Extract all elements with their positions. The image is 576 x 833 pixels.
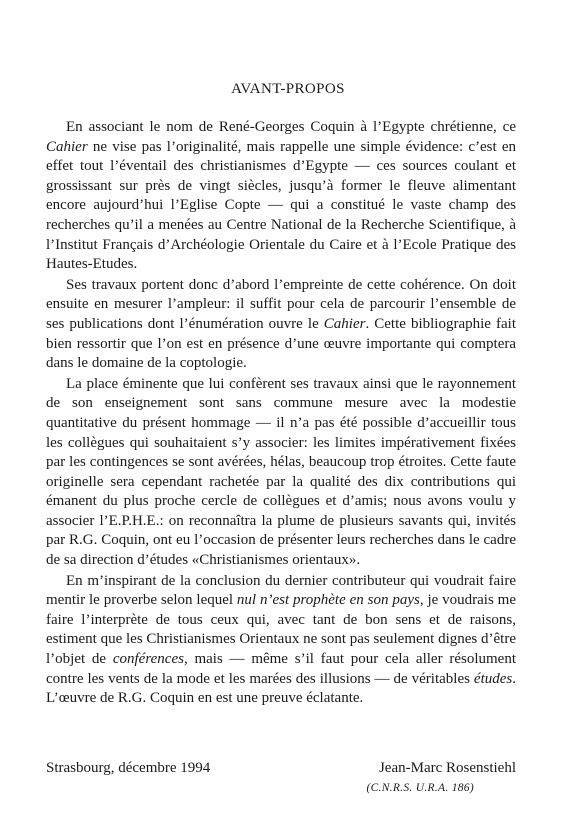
- paragraph-4-text-b: , je voudrais me faire l’interprète de tous ceux qui, avec tant de bon sens et de raisons, estiment que les Christianismes Orientaux ne sont pas seulement dignes d’être l’objet de: [46, 592, 516, 668]
- paragraph-4-italic-proverb: nul n’est prophète en son pays: [236, 592, 420, 609]
- author-affiliation: (C.N.R.S. U.R.A. 186): [366, 782, 474, 794]
- paragraph-4-text-a: En m’inspirant de la conclusion du dernier contributeur qui voudrait faire mentir le proverbe selon lequel: [46, 572, 516, 609]
- page-title: AVANT-PROPOS: [231, 81, 345, 97]
- paragraph-2-text-b: . Cette bibliographie fait bien ressortir que l’on est en présence d’une œuvre importante qui comptera dans le domaine de la coptologie.: [46, 315, 516, 372]
- author-name: Jean-Marc Rosenstiehl: [378, 760, 516, 776]
- signature-block: [46, 760, 516, 800]
- paragraph-2-italic-cahier: Cahier: [323, 315, 366, 332]
- paragraph-4-text-c: , mais — même s’il faut pour cela aller résolument contre les vents de la mode et les marées des illusions — de véritables: [46, 651, 516, 687]
- paragraph-4-italic-etudes: études: [473, 670, 513, 687]
- paragraph-1-text-b: ne vise pas l’originalité, mais rappelle une simple évidence: c’est en effet tout l’éventail des christianismes d’Egypte — ces sources coulant et grossissant sur près de vingt siècles, jusqu’à former le fleuve alimentant encore aujourd’hui l’Eglise Copte — qui a constitué le vaste champ des recherches qu’il a menées au Centre National de la Recherche Scientifique, à l’Institut Français d’Archéologie Orientale du Caire et à l’Ecole Pratique des Hautes-Etudes.: [46, 138, 516, 273]
- paragraph-4-italic-conferences: conférences: [112, 651, 184, 668]
- paragraph-1: [46, 118, 516, 275]
- paragraph-3: [46, 375, 516, 571]
- paragraph-3-text: La place éminente que lui confèrent ses travaux ainsi que le rayonnement de son enseignement sont sans commune mesure avec la modestie quantitative du présent hommage — il n’a pas été possible d’accueillir tous les collègues qui souhaitaient s’y associer: les limites impérativement fixées par les contingences se sont avérées, hélas, beaucoup trop étroites. Cette faute originelle sera cependant rachetée par la qualité des dix contributions qui émanent du plus proche cercle de collègues et d’amis; nous avons voulu y associer l’E.P.H.E.: on reconnaîtra la plume de plusieurs savants qui, invités par R.G. Coquin, ont eu l’occasion de présenter leurs recherches dans le cadre de sa direction d’études «Christianismes orientaux».: [46, 375, 516, 569]
- paragraph-1-italic-cahier: Cahier: [46, 138, 88, 155]
- paragraph-2-text-a: Ses travaux portent donc d’abord l’empreinte de cette cohérence. On doit ensuite en mesurer l’ampleur: il suffit pour cela de parcourir l’ensemble de ses publications dont l’énumération ouvre le: [46, 276, 516, 332]
- paragraph-4-text-d: . L’œuvre de R.G. Coquin en est une preuve éclatante.: [46, 670, 516, 707]
- paragraph-2: [46, 276, 516, 374]
- place-date: Strasbourg, décembre 1994: [46, 760, 211, 776]
- paragraph-4: [46, 572, 516, 709]
- paragraph-1-text-a: En associant le nom de René-Georges Coquin à l’Egypte chrétienne, ce: [66, 119, 516, 135]
- foreword-body: [46, 118, 516, 709]
